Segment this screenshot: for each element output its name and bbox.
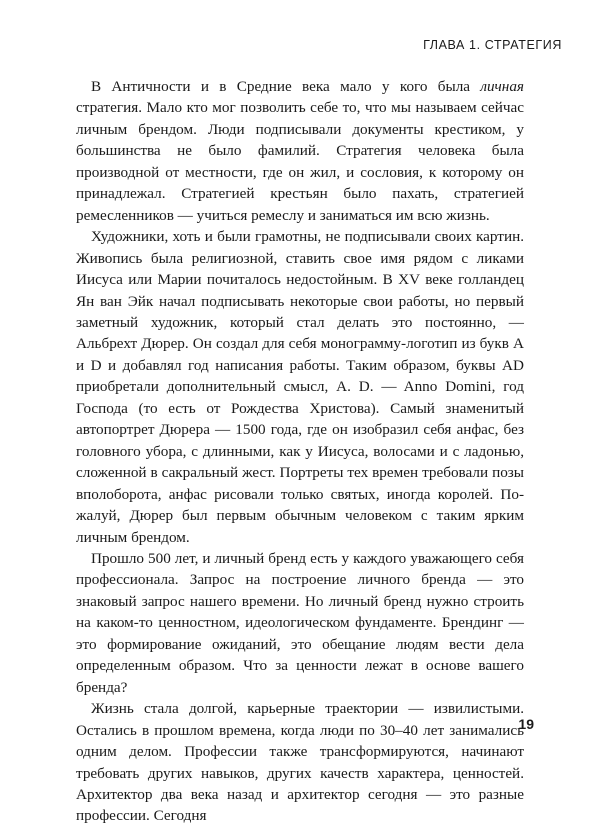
paragraph-3: Прошло 500 лет, и личный бренд есть у каждого уважающего себя профессионала. Запрос на построение личного бренда — это знаковый запрос нашего времени. Но личный бренд нужно строить на каком-то ценностном, идеологическом фундаменте. Брендинг — это формирование ожиданий, это обещание людям вести дела определенным образом. Что за ценности лежат в основе вашего бренда? <box>76 549 524 696</box>
body-text <box>76 76 524 827</box>
page-number: 19 <box>518 716 534 732</box>
paragraph-1-after: стратегия. Мало кто мог позволить себе то, что мы называем сейчас личным брендом. Люди подписывали документы крестиком, у большинства не было фамилий. Стратегия человека была производной от местности, где он жил, и сословия, к которому он принадлежал. Стратегией крестьян было пахать, стратегией ремесленников — учиться ремеслу и заниматься им всю жизнь. <box>76 99 524 224</box>
running-head: ГЛАВА 1. СТРАТЕГИЯ <box>423 38 562 52</box>
paragraph-1 <box>76 76 524 226</box>
emphasis-personal: личная <box>480 78 524 95</box>
paragraph-1-before: В Античности и в Средние века мало у кого была <box>91 78 481 95</box>
paragraph-4: Жизнь стала долгой, карьерные траектории — извилистыми. Остались в прошлом времена, когда люди по 30–40 лет занимались одним делом. Профессии также трансформируются, начинают требовать других навыков, других качеств характера, ценностей. Архитектор два века назад и архитектор сегодня — это разные профессии. Сегодня <box>76 700 524 825</box>
paragraph-2: Художники, хоть и были грамотны, не подписывали своих картин. Живопись была религиозной, ставить свое имя рядом с ликами Иисуса или Марии почиталось недостойным. В XV веке голландец Ян ван Эйк начал подписывать некоторые свои работы, но первый заметный художник, который стал делать это постоянно, — Альбрехт Дюрер. Он создал для себя монограмму-логотип из букв A и D и добавлял год написания работы. Таким образом, буквы AD приобретали дополнительный смысл, A. D. — Anno Domini, год Господа (то есть от Рождества Христова). Самый знаменитый автопортрет Дюрера — 1500 года, где он изобразил себя анфас, без головного убора, с длинными, как у Иисуса, волосами и с ладонью, сложенной в сакральный жест. Портреты тех времен требовали позы вполоборота, анфас рисовали только святых, иногда королей. Пожалуй, Дюрер был первым обычным человеком с таким ярким личным брендом. <box>76 228 524 546</box>
